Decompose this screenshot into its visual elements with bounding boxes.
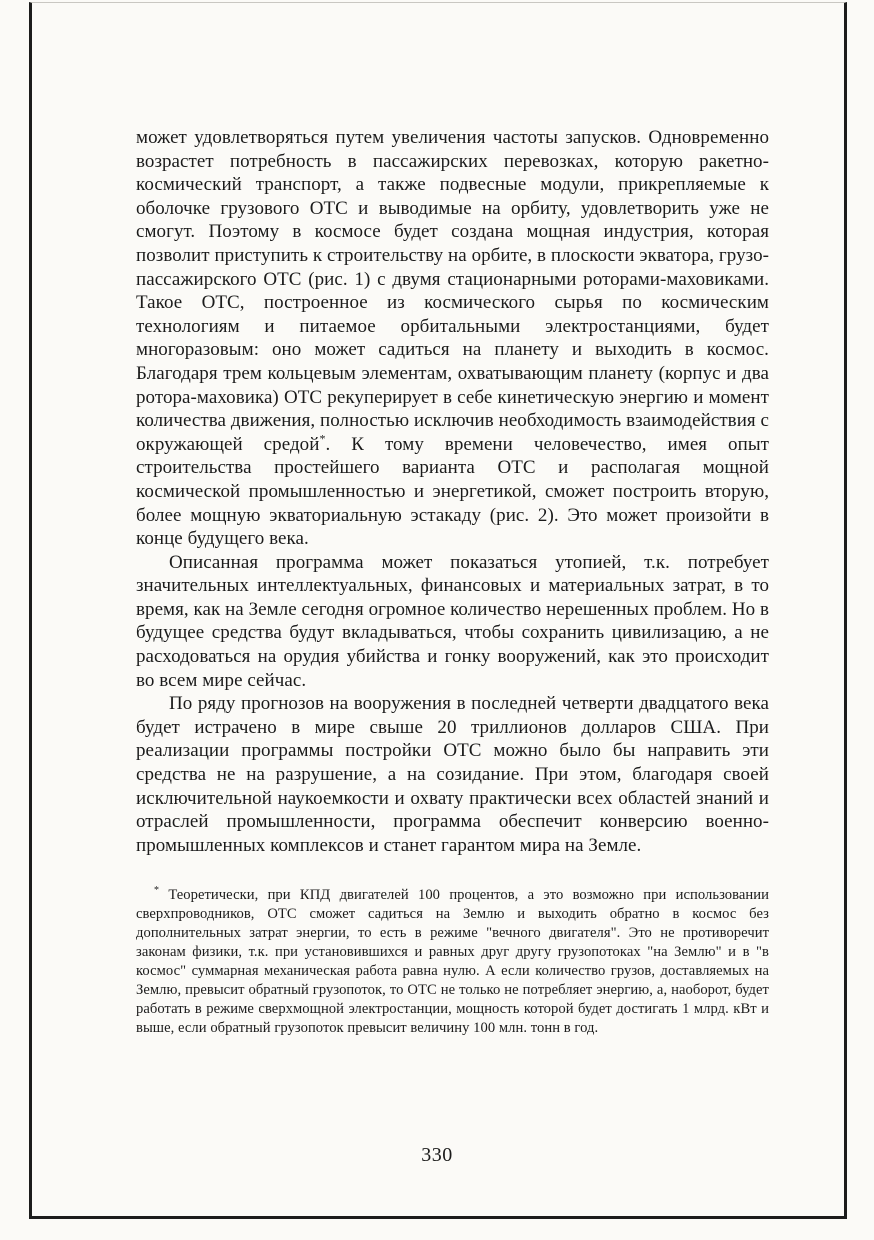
paragraph-text: может удовлетворяться путем увеличения частоты запусков. Одновременно возрастет потребность в пассажирских перевозках, которую ракетно-космический транспорт, а также подвесные модули, прикрепляемые к оболочке грузового ОТС и выводимые на орбиту, удовлетворить уже не смогут. Поэтому в космосе будет создана мощная индустрия, которая позволит приступить к строительству на орбите, в плоскости экватора, грузо-пассажирского ОТС (рис. 1) с двумя стационарными роторами-маховиками. Такое ОТС, построенное из космического сырья по космическим технологиям и питаемое орбитальными электростанциями, будет многоразовым: оно может садиться на планету и выходить в космос. Благодаря трем кольцевым элементам, охватывающим планету (корпус и два ротора-маховика) ОТС рекуперирует в себе кинетическую энергию и момент количества движения, полностью исключив необходимость взаимодействия с окружающей средой xyxy=(136,127,769,455)
footnote-paragraph xyxy=(136,886,769,1038)
text-block xyxy=(136,126,769,1038)
paragraph: По ряду прогнозов на вооружения в последней четверти двадцатого века будет истрачено в мире свыше 20 триллионов долларов США. При реализации программы постройки ОТС можно было бы направить эти средства не на разрушение, а на созидание. При этом, благодаря своей исключительной наукоемкости и охвату практически всех областей знаний и отраслей промышленности, программа обеспечит конверсию военно-промышленных комплексов и станет гарантом мира на Земле. xyxy=(136,693,769,856)
footnote-text: Теоретически, при КПД двигателей 100 процентов, а это возможно при использовании сверхпроводников, ОТС сможет садиться на Землю и выходить обратно в космос без дополнительных затрат энергии, то есть в режиме "вечного двигателя". Это не противоречит законам физики, т.к. при установившихся и равных друг другу грузопотоках "на Землю" и в "в космос" суммарная механическая работа равна нулю. А если количество грузов, доставляемых на Землю, превысит обратный грузопоток, то ОТС не только не потребляет энергию, а, наоборот, будет работать в режиме сверхмощной электростанции, мощность которой будет достигать 1 млрд. кВт и выше, если обратный грузопоток превысит величину 100 млн. тонн в год. xyxy=(136,887,769,1037)
footnote xyxy=(136,886,769,1038)
paragraph-text: . К тому времени человечество, имея опыт строительства простейшего варианта ОТС и располагая мощной космической промышленностью и энергетикой, сможет построить вторую, более мощную экваториальную эстакаду (рис. 2). Это может произойти в конце будущего века. xyxy=(136,433,769,550)
footnote-marker: * xyxy=(154,885,160,897)
footnote-ref: * xyxy=(319,431,326,446)
paragraph: Описанная программа может показаться утопией, т.к. потребует значительных интеллектуальных, финансовых и материальных затрат, в то время, как на Земле сегодня огромное количество нерешенных проблем. Но в будущее средства будут вкладываться, чтобы сохранить цивилизацию, а не расходоваться на орудия убийства и гонку вооружений, как это происходит во всем мире сейчас. xyxy=(136,551,769,691)
paragraph xyxy=(136,126,769,551)
page-number: 330 xyxy=(421,1144,453,1166)
